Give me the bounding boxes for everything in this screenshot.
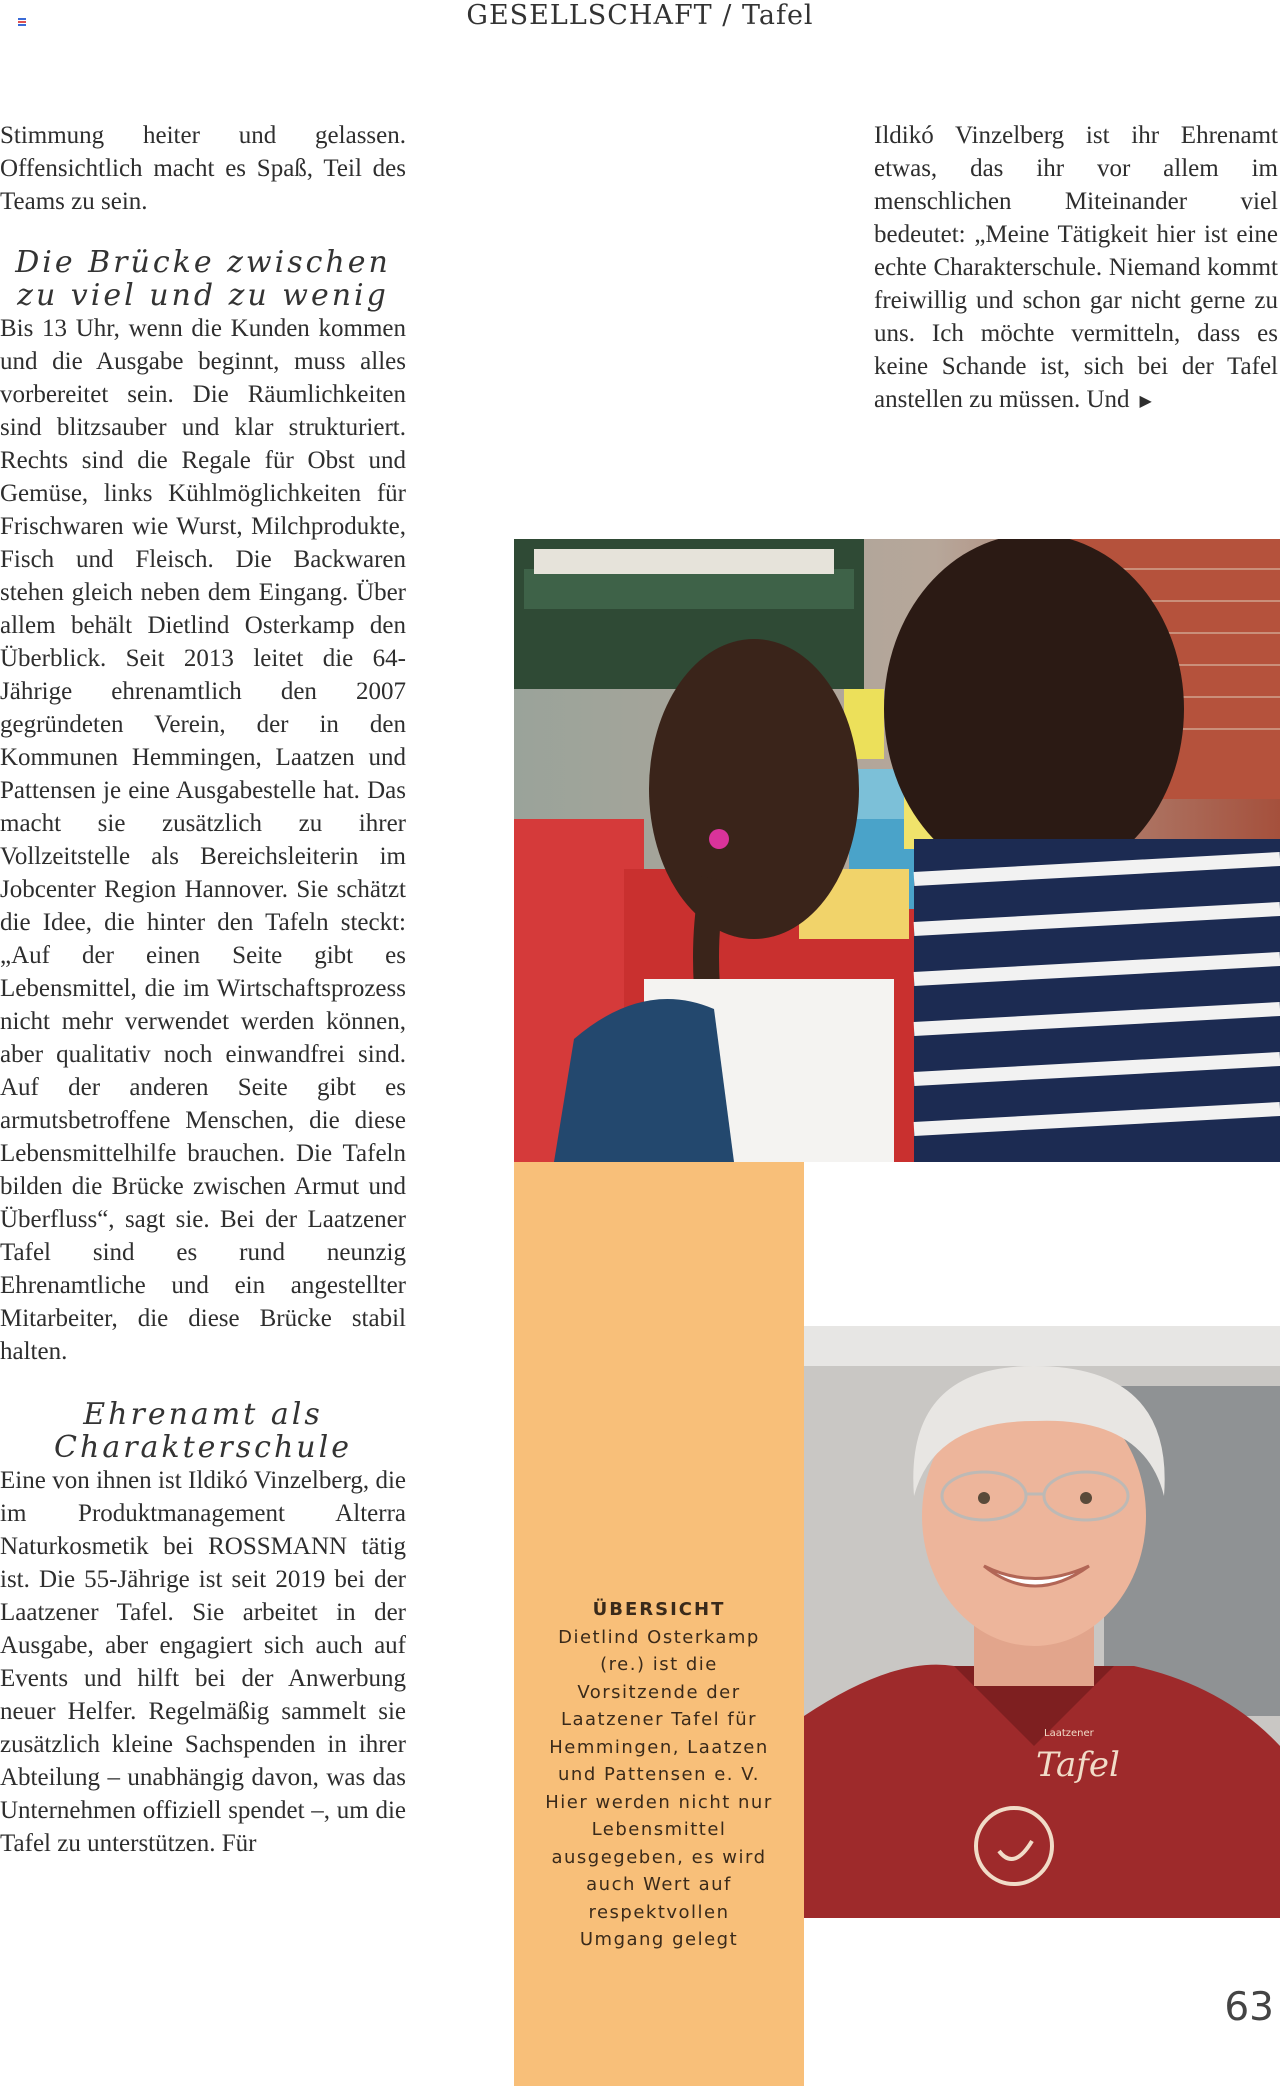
children-books-photo <box>514 539 1280 1162</box>
subhead-bridge: Die Brücke zwischen zu viel und zu wenig <box>15 245 391 313</box>
photo-caption <box>545 1596 773 1954</box>
children-books-illustration <box>514 539 1280 1162</box>
right-column-text: Ildikó Vinzelberg ist ihr Ehrenamt etwas, das ihr vor allem im menschlichen Miteinander viel bedeutet: „Meine Tätigkeit hier ist eine echte Charakterschule. Niemand kommt freiwillig und schon gar nicht gerne zu uns. Ich möchte vermitteln, dass es keine Schande ist, sich bei der Tafel anstellen zu müssen. Und <box>874 122 1278 413</box>
caption-text: Dietlind Osterkamp (re.) ist die Vorsitzende der Laatzener Tafel für Hemmingen, Laatzen und Pattensen e. V. Hier werden nicht nur Lebensmittel ausgegeben, es wird auch Wert auf respektvollen Umgang gelegt <box>545 1626 773 1950</box>
section-header: GESELLSCHAFT / Tafel <box>466 0 814 31</box>
shirt-brand-large: Tafel <box>1036 1745 1120 1785</box>
paragraph-charakterschule: Eine von ihnen ist Ildikó Vinzelberg, die im Produktmanagement Alterra Naturkosmetik bei ROSSMANN tätig ist. Die 55-Jährige ist seit 2019 bei der Laatzener Tafel. Sie arbeitet in der Ausgabe, aber engagiert sich auch auf Events und hilft bei der Anwerbung neuer Helfer. Regelmäßig sammelt sie zusätzlich kleine Sachspenden in ihrer Abteilung – unabhängig davon, was das Unternehmen offiziell spendet –, um die Tafel zu unterstützen. Für <box>0 1467 406 1857</box>
paragraph-bridge: Bis 13 Uhr, wenn die Kunden kommen und die Ausgabe beginnt, muss alles vorbereitet sein. Die Räumlichkeiten sind blitzsauber und klar strukturiert. Rechts sind die Regale für Obst und Gemüse, links Kühlmöglichkeiten für Frischwaren wie Wurst, Milchprodukte, Fisch und Fleisch. Die Backwaren stehen gleich neben dem Eingang. Über allem behält Dietlind Osterkamp den Überblick. Seit 2013 leitet die 64-Jährige ehrenamtlich den 2007 gegründeten Verein, der in den Kommunen Hemmingen, Laatzen und Pattensen je eine Ausgabestelle hat. Das macht sie zusätzlich zu ihrer Vollzeitstelle als Bereichsleiterin im Jobcenter Region Hannover. Sie schätzt die Idee, die hinter den Tafeln steckt: „Auf der einen Seite gibt es Lebensmittel, die im Wirtschaftsprozess nicht mehr verwendet werden können, aber qualitativ noch einwandfrei sind. Auf der anderen Seite gibt es armutsbetroffene Menschen, die diese Lebensmittelhilfe brauchen. Die Tafeln bilden die Brücke zwischen Armut und Überfluss“, sagt sie. Bei der Laatzener Tafel sind es rund neunzig Ehrenamtliche und ein angestellter Mitarbeiter, die diese Brücke stabil halten. <box>0 315 406 1365</box>
continue-arrow-icon[interactable]: ▶ <box>1139 392 1152 410</box>
subhead-charakterschule: Ehrenamt als Charakterschule <box>54 1397 352 1465</box>
portrait-photo <box>804 1326 1280 1918</box>
left-column <box>0 119 406 1860</box>
page-number: 63 <box>1224 1985 1274 2030</box>
portrait-illustration <box>804 1326 1280 1918</box>
caption-title: ÜBERSICHT <box>592 1599 726 1620</box>
intro-paragraph: Stimmung heiter und gelassen. Offensichtlich macht es Spaß, Teil des Teams zu sein. <box>0 122 406 215</box>
right-column <box>874 119 1278 418</box>
shirt-brand-small: Laatzener <box>1044 1728 1094 1739</box>
